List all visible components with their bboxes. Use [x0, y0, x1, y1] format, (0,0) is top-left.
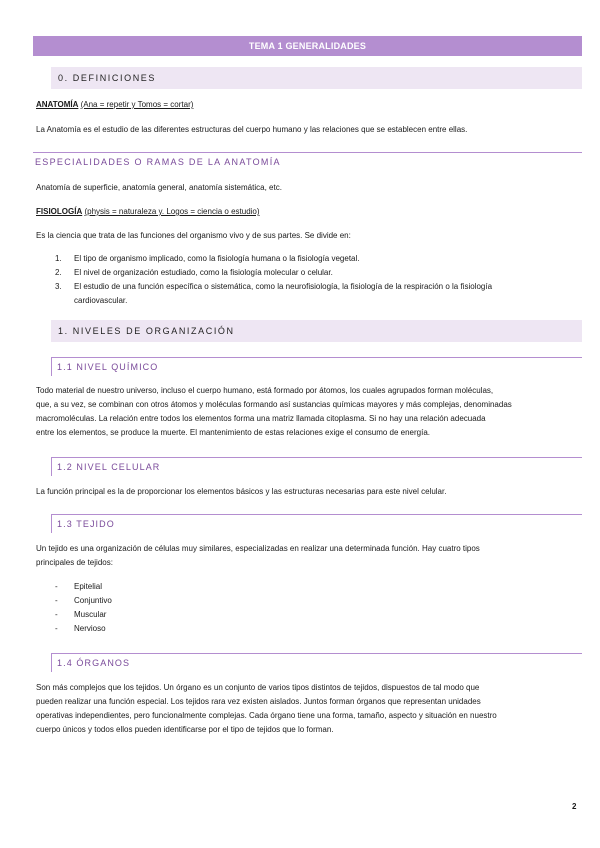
list-item-number: 1.: [55, 254, 62, 263]
heading-nivel-quimico: 1.1 NIVEL QUÍMICO: [51, 357, 582, 376]
heading-especialidades: ESPECIALIDADES O RAMAS DE LA ANATOMÍA: [33, 152, 582, 171]
tejido-list: [55, 580, 555, 636]
paragraph-line: que, a su vez, se combinan con otros átomos y moléculas formando así sustancias químicas mayores y más complejas, denominadas: [36, 400, 512, 409]
paragraph-line: macromoléculas. La relación entre todos los elementos forma una matriz llamada citoplasma. Si no hay una relación adecuada: [36, 414, 486, 423]
list-item-text: Conjuntivo: [74, 596, 112, 605]
document-title: TEMA 1 GENERALIDADES: [33, 36, 582, 56]
list-item-text: El tipo de organismo implicado, como la fisiología humana o la fisiología vegetal.: [74, 254, 360, 263]
list-item: - Conjuntivo: [55, 596, 112, 605]
list-item-number: 2.: [55, 268, 62, 277]
list-item-text: Muscular: [74, 610, 107, 619]
paragraph-line: operativas independientes, pero funcionalmente complejas. Cada órgano tiene una forma, tamaño, aspecto y situación en nuestro: [36, 711, 497, 720]
anatomia-etymology: (Ana = repetir y Tomos = cortar): [80, 100, 194, 109]
list-item-text-continued: cardiovascular.: [74, 296, 128, 305]
list-item: - Muscular: [55, 610, 107, 619]
list-item-text: Epitelial: [74, 582, 103, 591]
heading-organos: 1.4 ÓRGANOS: [51, 653, 582, 672]
anatomia-definition-title: [36, 98, 582, 112]
list-item: [55, 280, 555, 308]
especialidades-text: Anatomía de superficie, anatomía general, anatomía sistemática, etc.: [36, 183, 282, 192]
fisiologia-list: [55, 252, 555, 308]
paragraph-line: principales de tejidos:: [36, 558, 113, 567]
paragraph-line: cuerpo únicos y todos ellos pueden identificarse por el tipo de tejidos que lo forman.: [36, 725, 334, 734]
list-item-text: Nervioso: [74, 624, 106, 633]
fisiologia-text: Es la ciencia que trata de las funciones del organismo vivo y de sus partes. Se divide en:: [36, 231, 351, 240]
list-item-number: 3.: [55, 282, 62, 291]
paragraph-line: pueden realizar una función especial. Los tejidos rara vez existen aislados. Juntos forman órganos que representan unidades: [36, 697, 481, 706]
tejido-paragraph: [36, 542, 582, 570]
heading-nivel-celular: 1.2 NIVEL CELULAR: [51, 457, 582, 476]
fisiologia-definition-title: [36, 205, 582, 219]
heading-definiciones: 0. DEFINICIONES: [51, 67, 582, 89]
paragraph-line: Son más complejos que los tejidos. Un órgano es un conjunto de varios tipos distintos de tejidos, dispuestos de tal modo que: [36, 683, 480, 692]
nivel-quimico-paragraph: [36, 384, 582, 440]
heading-niveles-organizacion: 1. NIVELES DE ORGANIZACIÓN: [51, 320, 582, 342]
paragraph-line: Todo material de nuestro universo, incluso el cuerpo humano, está formado por átomos, los cuales agrupados forman moléculas,: [36, 386, 494, 395]
list-item: [55, 266, 555, 280]
list-item: - Epitelial: [55, 582, 103, 591]
heading-tejido: 1.3 TEJIDO: [51, 514, 582, 533]
list-item: - Nervioso: [55, 624, 106, 633]
page-number: 2: [572, 802, 577, 811]
organos-paragraph: [36, 681, 582, 737]
paragraph-line: Un tejido es una organización de células muy similares, especializadas en realizar una determinada función. Hay cuatro tipos: [36, 544, 480, 553]
list-item-text: El nivel de organización estudiado, como la fisiología molecular o celular.: [74, 268, 333, 277]
nivel-celular-text: La función principal es la de proporcionar los elementos básicos y las estructuras necesarias para este nivel celular.: [36, 487, 447, 496]
paragraph-line: entre los elementos, se produce la muerte. El mantenimiento de estas relaciones exige el consumo de energía.: [36, 428, 430, 437]
anatomia-text: La Anatomía es el estudio de las diferentes estructuras del cuerpo humano y las relaciones que se establecen entre ellas.: [36, 125, 468, 134]
anatomia-term: ANATOMÍA: [36, 100, 79, 109]
list-item: [55, 252, 555, 266]
list-item-text: El estudio de una función específica o sistemática, como la neurofisiología, la fisiología de la respiración o la fisiología: [74, 282, 493, 291]
fisiologia-term: FISIOLOGÍA: [36, 207, 83, 216]
fisiologia-etymology: (physis = naturaleza y. Logos = ciencia o estudio): [84, 207, 260, 216]
